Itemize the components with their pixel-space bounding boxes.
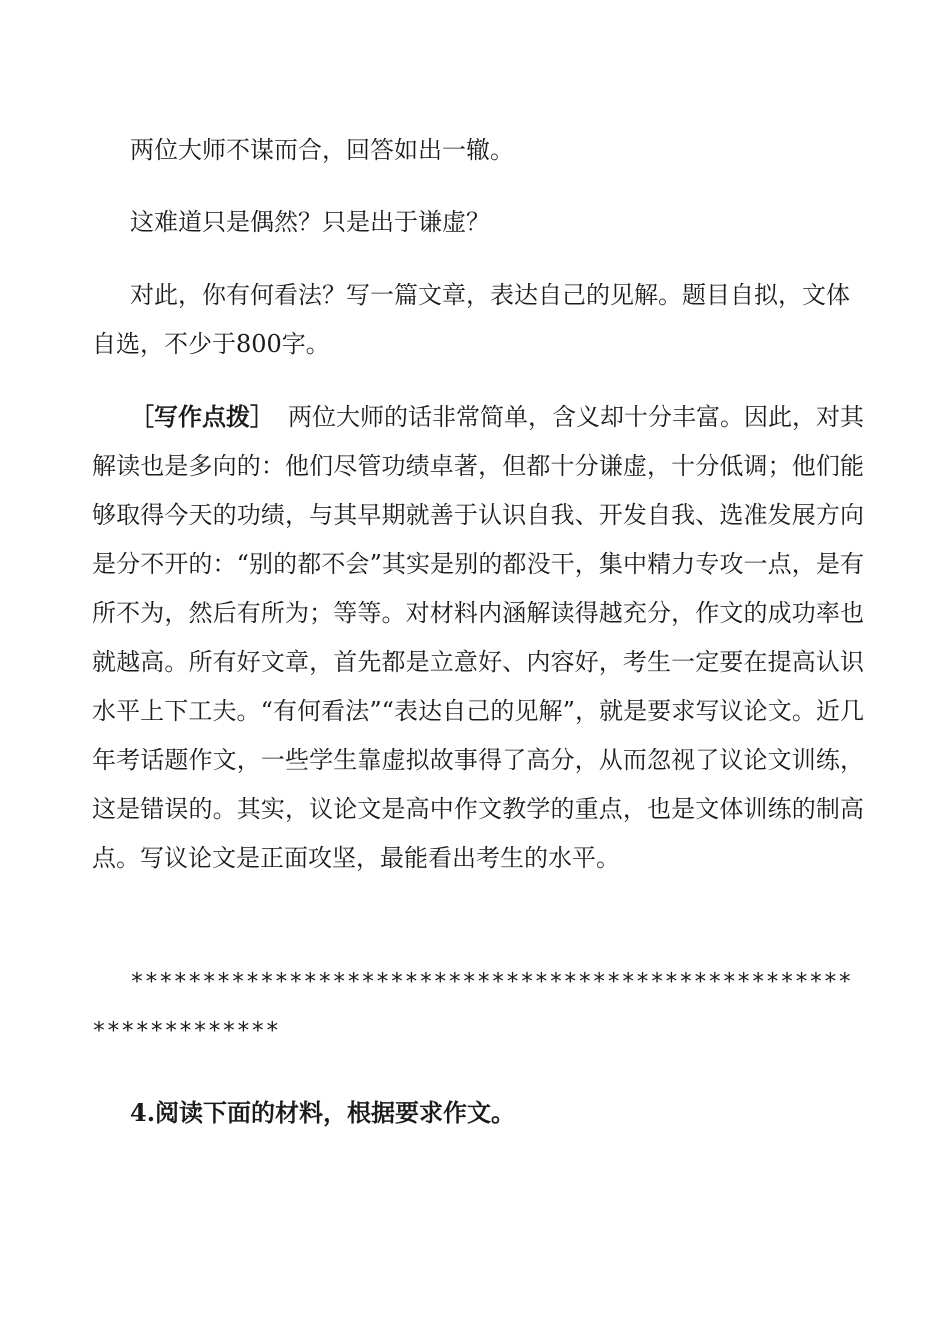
question-4-heading: 4.阅读下面的材料，根据要求作文。 xyxy=(130,1098,516,1127)
writing-tip-label: ［写作点拨］ xyxy=(130,402,274,431)
paragraph-writing-tip xyxy=(92,392,864,883)
paragraph-question: 这难道只是偶然？只是出于谦虚？ xyxy=(130,208,490,236)
paragraph-prompt: 对此，你有何看法？写一篇文章，表达自己的见解。题目自拟，文体自选，不少于800字。 xyxy=(92,281,850,358)
writing-tip-text: 两位大师的话非常简单，含义却十分丰富。因此，对其解读也是多向的：他们尽管功绩卓著，但都十分谦虚，十分低调；他们能够取得今天的功绩，与其早期就善于认识自我、开发自我、选准发展方向是分不开的：“别的都不会”其实是别的都没干，集中精力专攻一点，是有所不为，然后有所为；等等。对材料内涵解读得越充分，作文的成功率也就越高。所有好文章，首先都是立意好、内容好，考生一定要在提高认识水平上下工夫。“有何看法”“表达自己的见解”，就是要求写议论文。近几年考话题作文，一些学生靠虚拟故事得了高分，从而忽视了议论文训练，这是错误的。其实，议论文是高中作文教学的重点，也是文体训练的制高点。写议论文是正面攻坚，最能看出考生的水平。 xyxy=(92,403,864,872)
paragraph-conclusion: 两位大师不谋而合，回答如出一辙。 xyxy=(130,136,514,164)
separator-line: *************************************************************** xyxy=(92,969,853,1044)
